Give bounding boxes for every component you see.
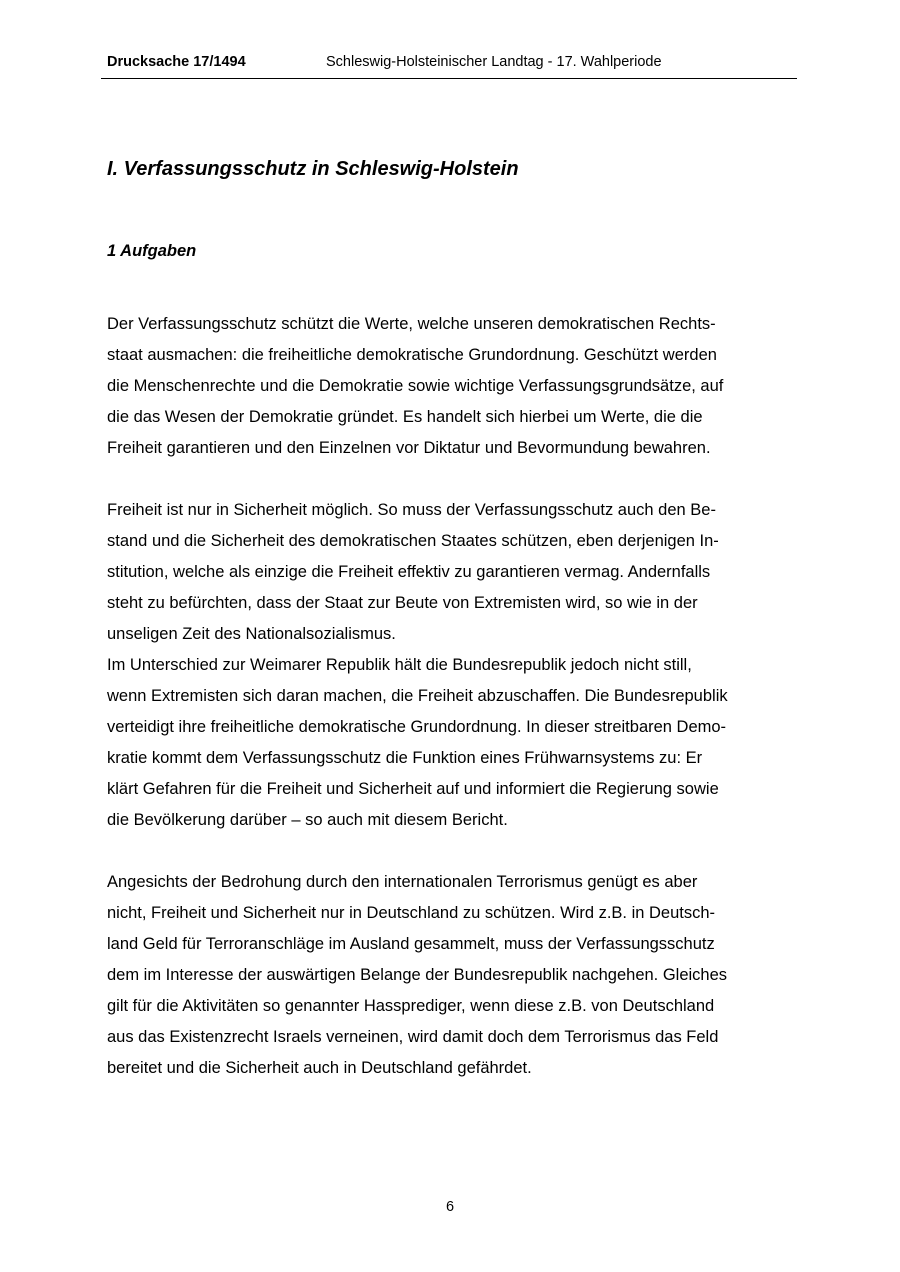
text-line: Im Unterschied zur Weimarer Republik hält die Bundesrepublik jedoch nicht still,	[107, 656, 692, 674]
page-header	[101, 50, 797, 79]
text-line: Freiheit garantieren und den Einzelnen vor Diktatur und Bevormundung bewahren.	[107, 439, 711, 457]
section-title: 1 Aufgaben	[107, 242, 197, 260]
chapter-title: I. Verfassungsschutz in Schleswig-Holstein	[107, 158, 519, 180]
text-line: stand und die Sicherheit des demokratischen Staates schützen, eben derjenigen In-	[107, 532, 719, 550]
text-line: steht zu befürchten, dass der Staat zur Beute von Extremisten wird, so wie in der	[107, 594, 698, 612]
text-line: bereitet und die Sicherheit auch in Deutschland gefährdet.	[107, 1059, 532, 1077]
document-number: Drucksache 17/1494	[107, 54, 246, 70]
paragraph-freedom-security	[107, 495, 797, 650]
text-line: staat ausmachen: die freiheitliche demokratische Grundordnung. Geschützt werden	[107, 346, 717, 364]
text-line: kratie kommt dem Verfassungsschutz die Funktion eines Frühwarnsystems zu: Er	[107, 749, 703, 767]
paragraph-spacer	[107, 464, 797, 495]
text-line: die Menschenrechte und die Demokratie sowie wichtige Verfassungsgrundsätze, auf	[107, 377, 724, 395]
body-text	[107, 309, 797, 1084]
text-line: klärt Gefahren für die Freiheit und Sicherheit auf und informiert die Regierung sowie	[107, 780, 719, 798]
header-parliament-title: Schleswig-Holsteinischer Landtag - 17. Wahlperiode	[326, 54, 662, 70]
text-line: nicht, Freiheit und Sicherheit nur in Deutschland zu schützen. Wird z.B. in Deutsch-	[107, 904, 716, 922]
paragraph-values	[107, 309, 797, 464]
text-line: land Geld für Terroranschläge im Ausland gesammelt, muss der Verfassungsschutz	[107, 935, 715, 953]
text-line: stitution, welche als einzige die Freiheit effektiv zu garantieren vermag. Andernfalls	[107, 563, 711, 581]
paragraph-terrorism	[107, 867, 797, 1084]
text-line: unseligen Zeit des Nationalsozialismus.	[107, 625, 396, 643]
text-line: wenn Extremisten sich daran machen, die Freiheit abzuschaffen. Die Bundesrepublik	[107, 687, 728, 705]
text-line: dem im Interesse der auswärtigen Belange der Bundesrepublik nachgehen. Gleiches	[107, 966, 728, 984]
text-line: die Bevölkerung darüber – so auch mit diesem Bericht.	[107, 811, 508, 829]
text-line: Angesichts der Bedrohung durch den internationalen Terrorismus genügt es aber	[107, 873, 698, 891]
text-line: aus das Existenzrecht Israels verneinen, wird damit doch dem Terrorismus das Feld	[107, 1028, 719, 1046]
text-line: Der Verfassungsschutz schützt die Werte, welche unseren demokratischen Rechts-	[107, 315, 716, 333]
paragraph-weimar-republic	[107, 650, 797, 836]
text-line: die das Wesen der Demokratie gründet. Es handelt sich hierbei um Werte, die die	[107, 408, 703, 426]
text-line: gilt für die Aktivitäten so genannter Hassprediger, wenn diese z.B. von Deutschland	[107, 997, 715, 1015]
paragraph-spacer	[107, 836, 797, 867]
page-number: 6	[445, 1199, 455, 1215]
text-line: Freiheit ist nur in Sicherheit möglich. So muss der Verfassungsschutz auch den Be-	[107, 501, 716, 519]
text-line: verteidigt ihre freiheitliche demokratische Grundordnung. In dieser streitbaren Demo-	[107, 718, 727, 736]
